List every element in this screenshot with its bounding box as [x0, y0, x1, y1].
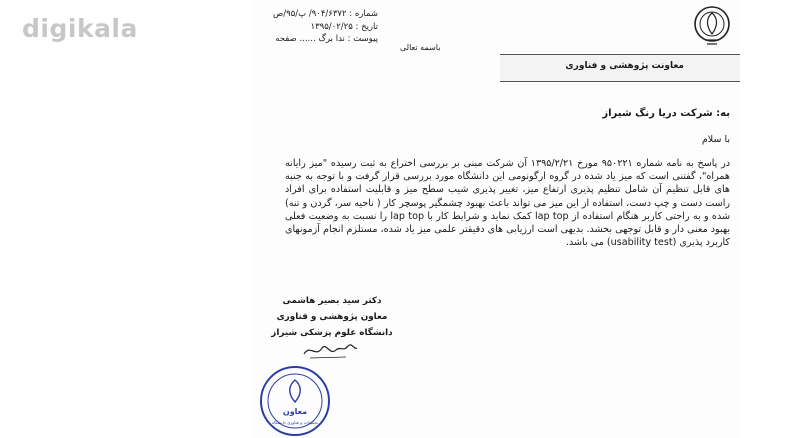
letter-sheet: [250, 0, 740, 438]
letterhead-band: [500, 54, 740, 82]
attachment-value: ندا: [335, 34, 345, 44]
attachment-label: پیوست :: [347, 34, 378, 44]
watermark-accent: kala: [76, 14, 138, 43]
greeting: با سلام: [701, 134, 730, 145]
page-label: برگ ...... صفحه: [275, 34, 334, 44]
recipient: به: شرکت دریا رنگ شیراز: [602, 108, 730, 119]
signer-title: معاون پژوهشی و فناوری: [276, 312, 388, 322]
stamp-line2: تحقیقات و فناوری دانشگاه: [271, 420, 319, 425]
bismillah: باسمه تعالی: [400, 43, 441, 52]
number-label: شماره :: [349, 9, 378, 19]
signer-block: [262, 293, 402, 341]
university-emblem-icon: [692, 4, 732, 52]
official-stamp: [258, 364, 332, 438]
letter-meta: [258, 8, 378, 46]
letter-body: در پاسخ به نامه شماره ۹۵۰۲۲۱ مورخ ۱۳۹۵/۲/۲۱ آن شرکت مبنی بر بررسی اختراع به ثبت رسیده "میز رایانه همراه"، گفتنی است که میز یاد شده در گروه ارگونومی این دانشگاه مورد بررسی قرار گرفت و با توجه به جنبه های قابل تنظیم آن شامل تنظیم پذیری ارتفاع میز، تغییر پذیری شیب سطح میز و قابلیت استفاده برای افراد راست دست و چپ دست، استفاده از این میز می تواند باعث بهبود چشمگیر پوسچر کار ( ناحیه سر، گردن و تنه) شده و به راحتی کاربر هنگام استفاده از lap top کمک نماید و شرایط کار با lap top را نسبت به وضعیت فعلی بهبود معنی دار و قابل توجهی بخشد. بدیهی است ارزیابی های دقیقتر علمی میز یاد شده، مستلزم انجام آزمونهای کاربرد پذیری (usability test) می باشد.: [285, 158, 731, 249]
handwritten-signature: [300, 338, 360, 362]
watermark-main: digi: [22, 14, 77, 43]
digikala-watermark: [22, 14, 138, 43]
date-label: تاریخ :: [355, 21, 378, 32]
department-name: معاونت پژوهشی و فناوری: [565, 61, 684, 71]
signer-name: دکتر سید بصیر هاشمی: [282, 296, 382, 306]
signer-organization: دانشگاه علوم پزشکی شیراز: [271, 328, 393, 338]
date-value: ۱۳۹۵/۰۲/۲۵: [310, 21, 353, 32]
number-value: ۹۰۴/۶۳۷۲/ پ/۹۵/ص: [273, 9, 347, 19]
stamp-line1: معاون: [282, 407, 308, 416]
